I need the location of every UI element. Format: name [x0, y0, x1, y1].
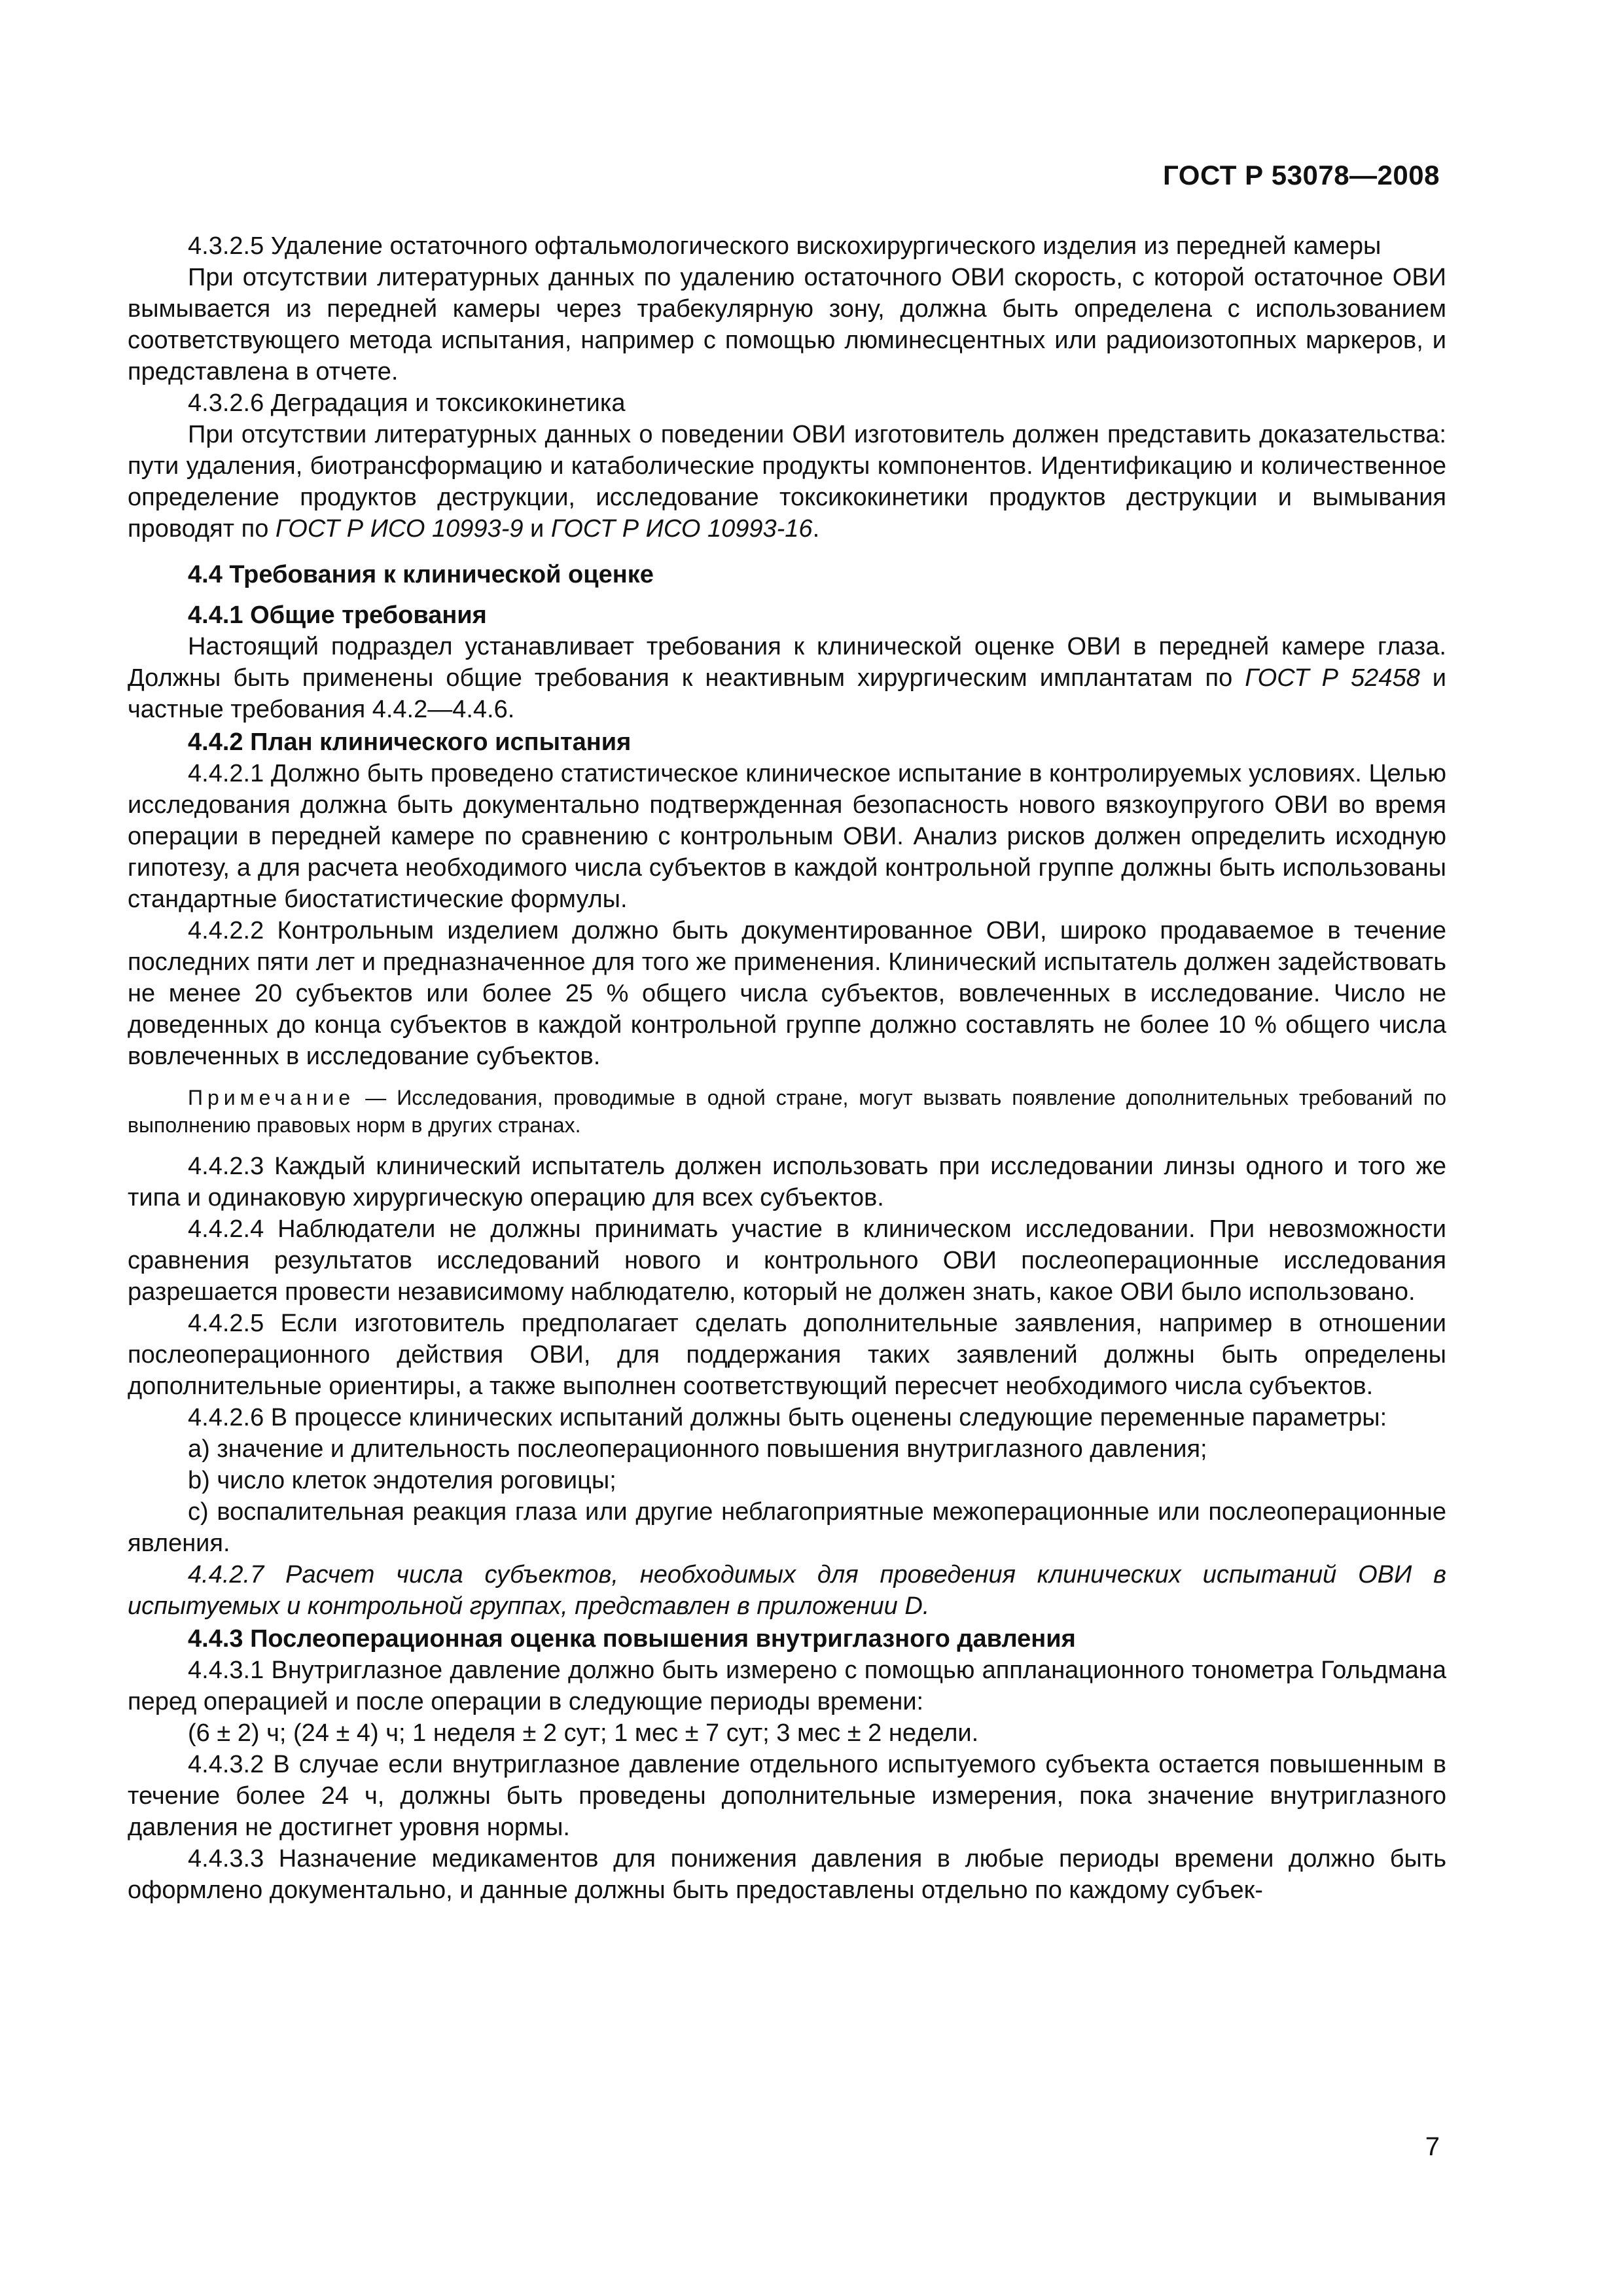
paragraph: Настоящий подраздел устанавливает требования к клинической оценке ОВИ в передней камере глаза. Должны быть применены общие требования к неактивным хирургическим имплантатам по ГОСТ Р 52458 и частные требования 4.4.2—4.4.6.	[128, 633, 1447, 723]
section-heading-4-4-3: 4.4.3 Послеоперационная оценка повышения внутриглазного давления	[188, 1625, 1076, 1653]
standard-reference: ГОСТ Р ИСО 10993-9	[275, 515, 524, 543]
list-item: a) значение и длительность послеоперационного повышения внутриглазного давления;	[188, 1435, 1207, 1463]
note-label: Примечание	[188, 1086, 355, 1109]
clause-4-4-2-3: 4.4.2.3 Каждый клинический испытатель должен использовать при исследовании линзы одного и того же типа и одинаковую хирургическую операцию для всех субъектов.	[128, 1153, 1446, 1211]
clause-4-4-2-6: 4.4.2.6 В процессе клинических испытаний должны быть оценены следующие переменные параметры:	[188, 1404, 1387, 1431]
clause-4-4-2-4: 4.4.2.4 Наблюдатели не должны принимать участие в клиническом исследовании. При невозможности сравнения результатов исследований нового и контрольного ОВИ послеоперационные исследования разрешается провести независимому наблюдателю, который не должен знать, какое ОВИ было использовано.	[128, 1215, 1446, 1306]
list-item: c) воспалительная реакция глаза или другие неблагоприятные межоперационные или послеоперационные явления.	[128, 1498, 1446, 1557]
time-periods: (6 ± 2) ч; (24 ± 4) ч; 1 неделя ± 2 сут; 1 мес ± 7 сут; 3 мес ± 2 недели.	[188, 1719, 979, 1747]
clause-4-3-2-5: 4.3.2.5 Удаление остаточного офтальмологического вискохирургического изделия из передней камеры	[188, 232, 1382, 260]
list-item: b) число клеток эндотелия роговицы;	[188, 1467, 616, 1494]
clause-4-4-2-2: 4.4.2.2 Контрольным изделием должно быть документированное ОВИ, широко продаваемое в течение последних пяти лет и предназначенное для того же применения. Клинический испытатель должен задействовать не менее 20 субъектов или более 25 % общего числа субъектов, вовлеченных в исследование. Число не доведенных до конца субъектов в каждой контрольной группе должно составлять не более 10 % общего числа вовлеченных в исследование субъектов.	[128, 917, 1446, 1070]
standard-reference: ГОСТ Р 52458	[1245, 664, 1420, 692]
page-number: 7	[1425, 2132, 1440, 2161]
paragraph: При отсутствии литературных данных по удалению остаточного ОВИ скорость, с которой остаточное ОВИ вымывается из передней камеры через трабекулярную зону, должна быть определена с использованием соответствующего метода испытания, например с помощью люминесцентных или радиоизотопных маркеров, и представлена в отчете.	[128, 264, 1446, 386]
document-header: ГОСТ Р 53078—2008	[1163, 160, 1440, 190]
section-heading-4-4-1: 4.4.1 Общие требования	[188, 601, 487, 629]
clause-4-4-2-5: 4.4.2.5 Если изготовитель предполагает сделать дополнительные заявления, например в отношении послеоперационного действия ОВИ, для поддержания таких заявлений должны быть определены дополнительные ориентиры, а также выполнен соответствующий пересчет необходимого числа субъектов.	[128, 1310, 1446, 1400]
clause-4-3-2-6: 4.3.2.6 Деградация и токсикокинетика	[188, 389, 626, 417]
clause-4-4-3-1: 4.4.3.1 Внутриглазное давление должно быть измерено с помощью аппланационного тонометра Гольдмана перед операцией и после операции в следующие периоды времени:	[128, 1657, 1446, 1715]
standard-reference: ГОСТ Р ИСО 10993-16	[550, 515, 813, 543]
section-heading-4-4: 4.4 Требования к клинической оценке	[188, 561, 654, 588]
clause-4-4-3-3: 4.4.3.3 Назначение медикаментов для понижения давления в любые периоды времени должно быть оформлено документально, и данные должны быть предоставлены отдельно по каждому субъек-	[128, 1845, 1446, 1904]
clause-4-4-3-2: 4.4.3.2 В случае если внутриглазное давление отдельного испытуемого субъекта остается повышенным в течение более 24 ч, должны быть проведены дополнительные измерения, пока значение внутриглазного давления не достигнет уровня нормы.	[128, 1751, 1446, 1841]
note	[128, 1084, 1446, 1139]
note-text: — Исследования, проводимые в одной стране, могут вызвать появление дополнительных требований по выполнению правовых норм в других странах.	[128, 1086, 1446, 1137]
clause-4-4-2-7: 4.4.2.7 Расчет числа субъектов, необходимых для проведения клинических испытаний ОВИ в испытуемых и контрольной группах, представлен в приложении D.	[128, 1561, 1446, 1620]
paragraph: При отсутствии литературных данных о поведении ОВИ изготовитель должен представить доказательства: пути удаления, биотрансформацию и катаболические продукты компонентов. Идентификацию и количественное определение продуктов деструкции, исследование токсикокинетики продуктов деструкции и вымывания проводят по ГОСТ Р ИСО 10993-9 и ГОСТ Р ИСО 10993-16.	[128, 421, 1446, 543]
clause-4-4-2-1: 4.4.2.1 Должно быть проведено статистическое клиническое испытание в контролируемых условиях. Целью исследования должна быть документально подтвержденная безопасность нового вязкоупругого ОВИ во время операции в передней камере по сравнению с контрольным ОВИ. Анализ рисков должен определить исходную гипотезу, а для расчета необходимого числа субъектов в каждой контрольной группе должны быть использованы стандартные биостатистические формулы.	[128, 760, 1446, 913]
document-body	[128, 230, 1446, 1906]
section-heading-4-4-2: 4.4.2 План клинического испытания	[188, 728, 632, 756]
